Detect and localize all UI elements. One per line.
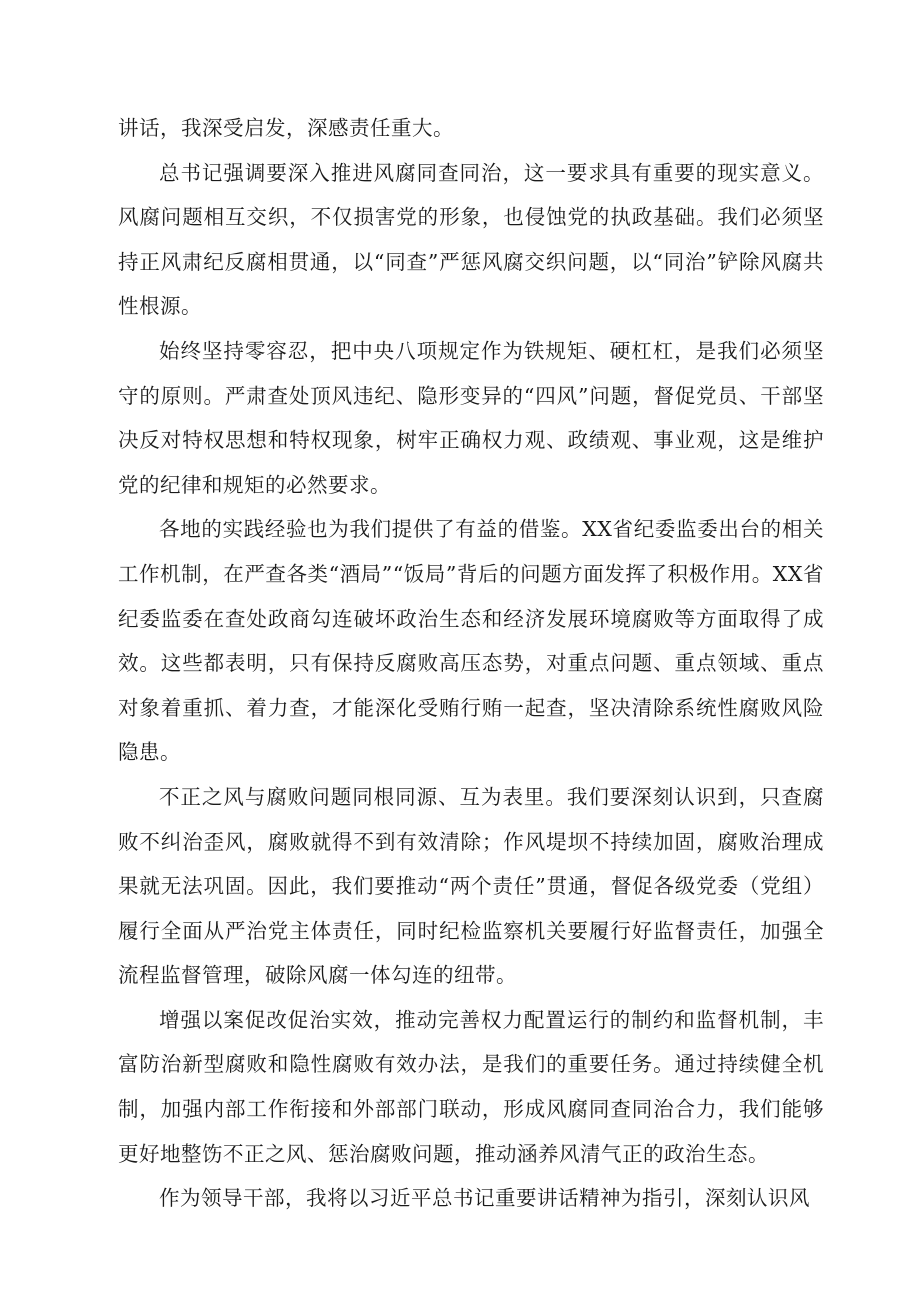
paragraph-case-reform: 增强以案促改促治实效，推动完善权力配置运行的制约和监督机制，丰富防治新型腐败和隐性腐败有效办法，是我们的重要任务。通过持续健全机制，加强内部工作衔接和外部部门联动，形成风腐同查同治合力，我们能够更好地整饬不正之风、惩治腐败问题，推动涵养风清气正的政治生态。 — [118, 1007, 824, 1166]
paragraph-joint-investigation: 总书记强调要深入推进风腐同查同治，这一要求具有重要的现实意义。风腐问题相互交织，不仅损害党的形象，也侵蚀党的执政基础。我们必须坚持正风肃纪反腐相贯通，以“同查”严惩风腐交织问题，以“同治”铲除风腐共性根源。 — [118, 160, 824, 319]
paragraph-continuation: 讲话，我深受启发，深感责任重大。 — [118, 116, 454, 140]
paragraph-zero-tolerance: 始终坚持零容忍，把中央八项规定作为铁规矩、硬杠杠，是我们必须坚守的原则。严肃查处顶风违纪、隐形变异的“四风”问题，督促党员、干部坚决反对特权思想和特权现象，树牢正确权力观、政绩观、事业观，这是维护党的纪律和规矩的必然要求。 — [118, 338, 824, 497]
paragraph-local-experience: 各地的实践经验也为我们提供了有益的借鉴。XX省纪委监委出台的相关工作机制，在严查各类“酒局”“饭局”背后的问题方面发挥了积极作用。XX省纪委监委在查处政商勾连破坏政治生态和经济发展环境腐败等方面取得了成效。这些都表明，只有保持反腐败高压态势，对重点问题、重点领域、重点对象着重抓、着力查，才能深化受贿行贿一起查，坚决清除系统性腐败风险隐患。 — [118, 517, 824, 765]
paragraph-leadership: 作为领导干部，我将以习近平总书记重要讲话精神为指引，深刻认识风 — [159, 1186, 810, 1211]
document-body — [118, 106, 824, 1221]
paragraph-same-root: 不正之风与腐败问题同根同源、互为表里。我们要深刻认识到，只查腐败不纠治歪风，腐败就得不到有效清除；作风堤坝不持续加固，腐败治理成果就无法巩固。因此，我们要推动“两个责任”贯通，督促各级党委（党组）履行全面从严治党主体责任，同时纪检监察机关要履行好监督责任，加强全流程监督管理，破除风腐一体勾连的纽带。 — [118, 784, 824, 988]
